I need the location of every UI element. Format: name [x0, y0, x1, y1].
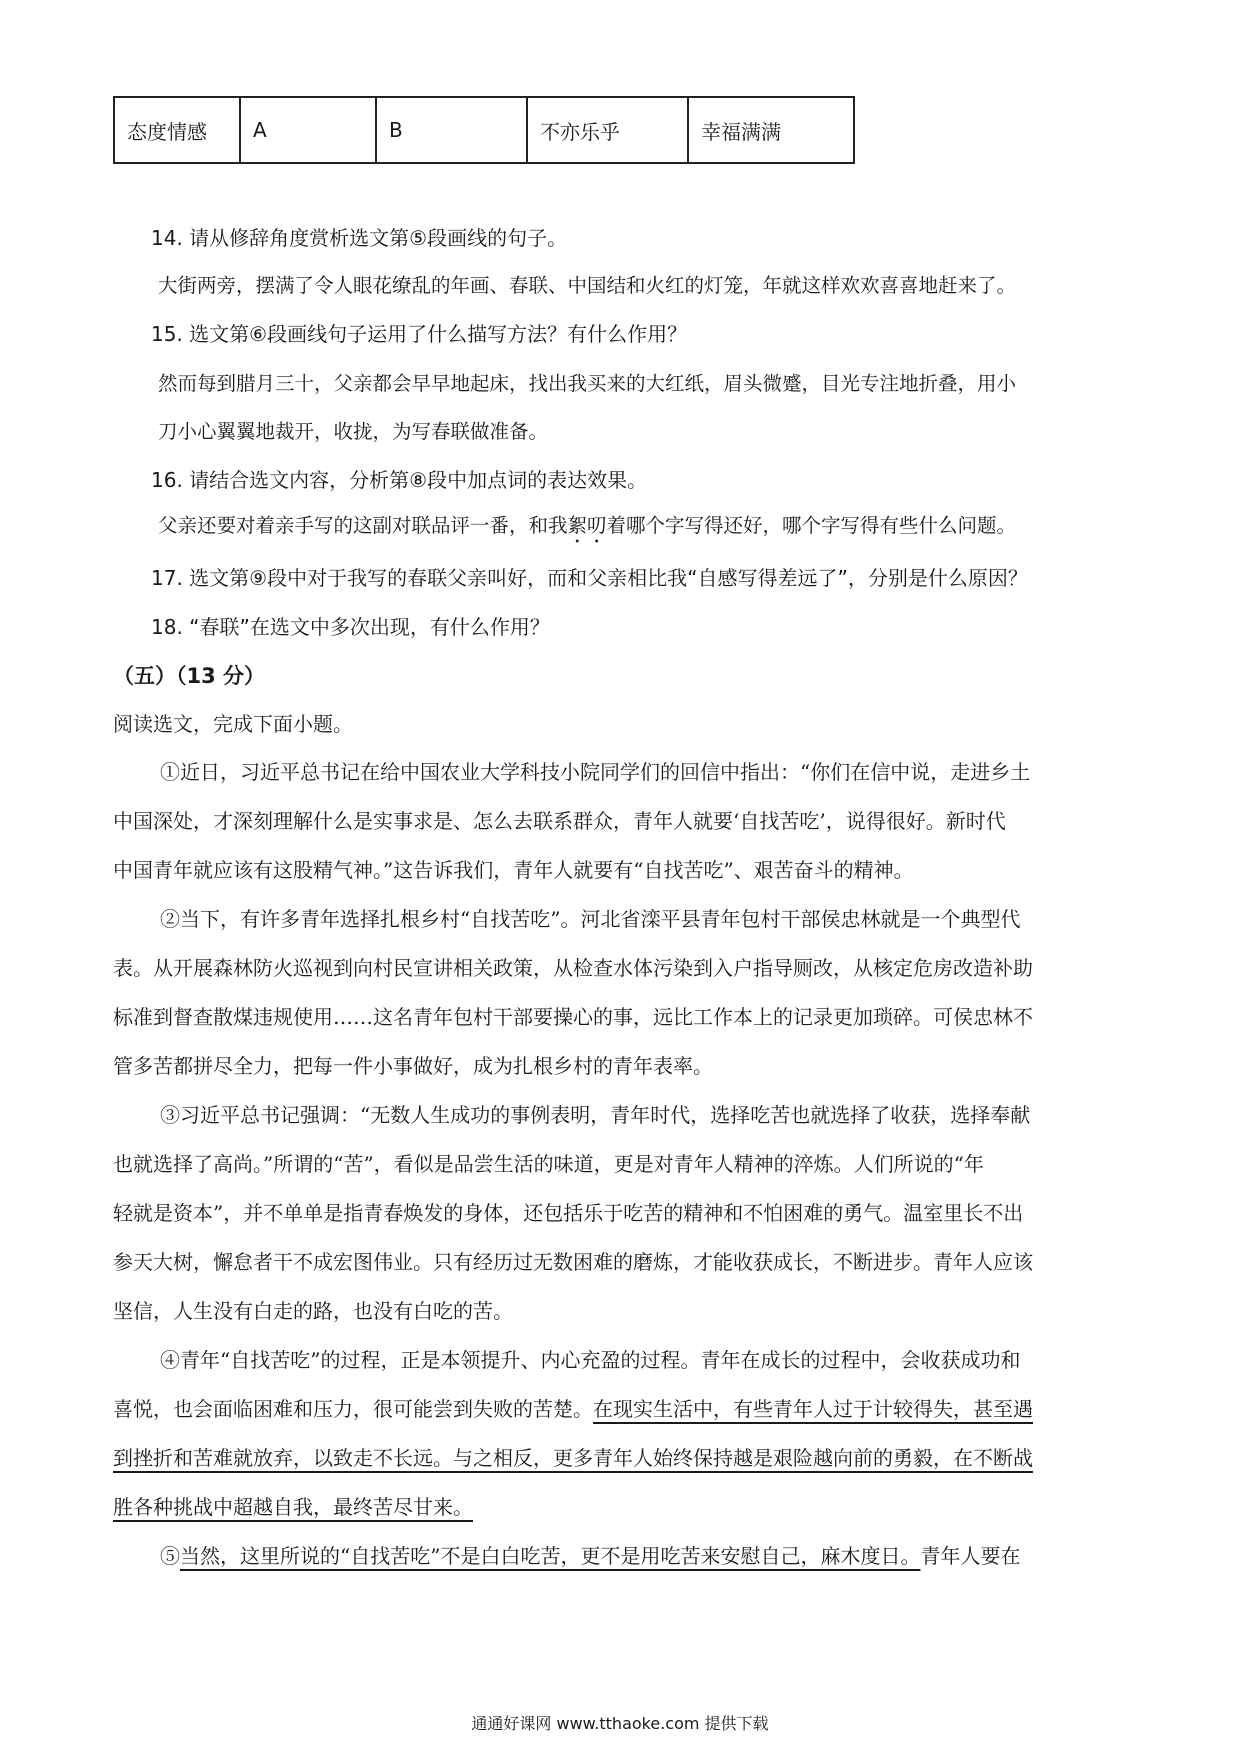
- question-16-quote: [158, 512, 1016, 548]
- paragraph-4-line-2: [113, 1395, 1123, 1423]
- question-18: 18. “春联”在选文中多次出现，有什么作用？: [151, 615, 550, 639]
- table-cell-a: A: [240, 97, 376, 163]
- paragraph-3-line-1: ③习近平总书记强调：“无数人生成功的事例表明，青年时代，选择吃苦也就选择了收获，选择奉献: [160, 1103, 1031, 1127]
- paragraph-1-line-3: 中国青年就应该有这股精气神。”这告诉我们，青年人就要有“自找苦吃”、艰苦奋斗的精神。: [113, 858, 914, 882]
- paragraph-5-line-1: [160, 1542, 1170, 1570]
- paragraph-3-line-3: 轻就是资本”，并不单单是指青春焕发的身体，还包括乐于吃苦的精神和不怕困难的勇气。温室里长不出: [113, 1201, 1024, 1225]
- table-cell-5: 幸福满满: [688, 97, 854, 163]
- table-cell-b: B: [376, 97, 527, 163]
- question-15: 15. 选文第⑥段画线句子运用了什么描写方法？有什么作用？: [151, 322, 688, 346]
- section-five-instruction: 阅读选文，完成下面小题。: [113, 712, 353, 736]
- question-14-quote: 大街两旁，摆满了令人眼花缭乱的年画、春联、中国结和火红的灯笼，年就这样欢欢喜喜地赶来了。: [158, 274, 1017, 297]
- question-17: 17. 选文第⑨段中对于我写的春联父亲叫好，而和父亲相比我“自感写得差远了”，分别是什么原因？: [151, 566, 1028, 590]
- question-16-quote-pre: 父亲还要对着亲手写的这副对联品评一番，和我: [158, 514, 568, 537]
- underlined-sentence-5: 当然，这里所说的“自找苦吃”不是白白吃苦，更不是用吃苦来安慰自己，麻木度日。: [180, 1544, 921, 1568]
- question-16-quote-post: 着哪个字写得还好，哪个字写得有些什么问题。: [606, 514, 1017, 537]
- question-15-quote-line-1: 然而每到腊月三十，父亲都会早早地起床，找出我买来的大红纸，眉头微蹙，目光专注地折叠，用小: [158, 372, 1017, 395]
- paragraph-2-line-1: ②当下，有许多青年选择扎根乡村“自找苦吃”。河北省滦平县青年包村干部侯忠林就是一个典型代: [160, 907, 1021, 931]
- paragraph-1-line-1: ①近日，习近平总书记在给中国农业大学科技小院同学们的回信中指出：“你们在信中说，走进乡土: [160, 760, 1031, 784]
- paragraph-2-line-3: 标准到督查散煤违规使用……这名青年包村干部要操心的事，远比工作本上的记录更加琐碎。可侯忠林不: [113, 1005, 1033, 1029]
- section-five-title: （五）（13 分）: [113, 664, 266, 688]
- paragraph-5-line-1-post: 青年人要在: [920, 1544, 1021, 1568]
- paragraph-4-line-2-plain: 喜悦，也会面临困难和压力，很可能尝到失败的苦楚。: [113, 1397, 593, 1421]
- answer-table: [113, 96, 855, 164]
- question-15-quote-line-2: 刀小心翼翼地裁开，收拢，为写春联做准备。: [158, 420, 549, 443]
- question-14: 14. 请从修辞角度赏析选文第⑤段画线的句子。: [151, 226, 568, 250]
- paragraph-3-line-5: 坚信，人生没有白走的路，也没有白吃的苦。: [113, 1299, 513, 1323]
- paragraph-3-line-2: 也就选择了高尚。”所谓的“苦”，看似是品尝生活的味道，更是对青年人精神的淬炼。人们所说的“年: [113, 1152, 984, 1176]
- dotted-word: 絮叨: [567, 514, 607, 537]
- paragraph-2-line-4: 管多苦都拼尽全力，把每一件小事做好，成为扎根乡村的青年表率。: [113, 1054, 713, 1078]
- paragraph-2-line-2: 表。从开展森林防火巡视到向村民宣讲相关政策，从检查水体污染到入户指导厕改，从核定危房改造补助: [113, 956, 1033, 980]
- page-footer: 通通好课网 www.tthaoke.com 提供下载: [471, 1714, 769, 1733]
- paragraph-5-number: ⑤: [160, 1544, 180, 1568]
- paragraph-4-line-3-underlined: 到挫折和苦难就放弃，以致走不长远。与之相反，更多青年人始终保持越是艰险越向前的勇毅，在不断战: [113, 1446, 1033, 1470]
- question-16: 16. 请结合选文内容，分析第⑧段中加点词的表达效果。: [151, 468, 648, 492]
- paragraph-3-line-4: 参天大树，懈怠者干不成宏图伟业。只有经历过无数困难的磨炼，才能收获成长，不断进步。青年人应该: [113, 1250, 1033, 1274]
- paragraph-1-line-2: 中国深处，才深刻理解什么是实事求是、怎么去联系群众，青年人就要‘自找苦吃’，说得很好。新时代: [113, 809, 1006, 833]
- paragraph-4-line-1: ④青年“自找苦吃”的过程，正是本领提升、内心充盈的过程。青年在成长的过程中，会收获成功和: [160, 1348, 1021, 1372]
- paragraph-4-line-4-underlined: 胜各种挑战中超越自我，最终苦尽甘来。: [113, 1495, 473, 1519]
- underlined-sentence: 在现实生活中，有些青年人过于计较得失，甚至遇: [593, 1397, 1033, 1421]
- table-cell-category: 态度情感: [114, 97, 240, 163]
- table-cell-4: 不亦乐乎: [527, 97, 688, 163]
- table-row: [114, 97, 854, 163]
